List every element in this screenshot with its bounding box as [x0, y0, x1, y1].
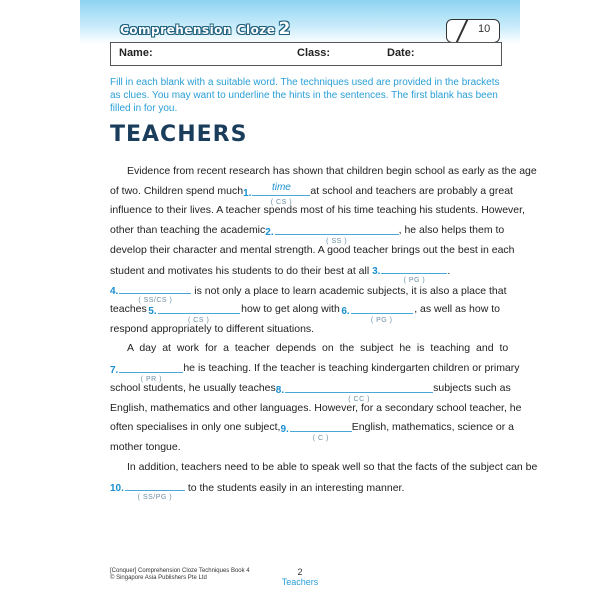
score-total: 10: [478, 23, 491, 35]
blank-number: 9.: [280, 424, 289, 435]
blank-1[interactable]: [243, 182, 310, 206]
blank-clue: ( SS/CS ): [138, 297, 173, 304]
student-info-box: [110, 42, 502, 66]
passage-line: mother tongue.: [110, 441, 181, 453]
footer-topic: Teachers: [281, 577, 319, 587]
passage-text: he is teaching. If the teacher is teaching kindergarten children or primary: [183, 362, 520, 374]
passage-text: often specialises in only one subject,: [110, 421, 281, 433]
blank-clue: ( C ): [312, 435, 329, 442]
blank-clue: ( SS/PG ): [137, 494, 173, 501]
blank-line[interactable]: [285, 382, 433, 403]
blank-4[interactable]: [110, 283, 191, 304]
passage-text: student and motivates his students to do their best at all: [110, 265, 370, 277]
passage-text: teaches: [110, 303, 147, 315]
footer-page-number: 2: [297, 567, 303, 577]
blank-2[interactable]: [265, 224, 398, 245]
passage-text: school students, he usually teaches: [110, 382, 276, 394]
passage-text: is not only a place to learn academic subjects, it is also a place that: [194, 285, 507, 297]
blank-6[interactable]: [341, 303, 412, 324]
blank-number: 3.: [372, 266, 381, 277]
passage-line: Evidence from recent research has shown that children begin school as early as the age: [127, 165, 537, 177]
passage-text: at school and teachers are probably a great: [310, 185, 513, 197]
footer-book-title: [Conquer] Comprehension Cloze Techniques Book 4: [110, 568, 250, 574]
worksheet-page: [80, 0, 538, 600]
passage-text: , as well as how to: [414, 303, 500, 315]
passage-line: [110, 224, 505, 245]
blank-line[interactable]: [290, 421, 352, 442]
passage-text: how to get along with: [241, 303, 340, 315]
blank-10[interactable]: [110, 480, 185, 501]
blank-clue: ( SS ): [326, 238, 348, 245]
blank-clue: ( CS ): [270, 199, 293, 206]
blank-line[interactable]: [381, 263, 447, 284]
blank-line[interactable]: [119, 283, 191, 304]
passage-line: [110, 182, 513, 206]
passage-line: student and motivates his students to do their best at all 3. ( PG ) .: [110, 265, 451, 284]
blank-line[interactable]: [125, 480, 185, 501]
passage-line: [110, 480, 500, 501]
blank-number: 6.: [341, 306, 350, 317]
instructions: Fill in each blank with a suitable word. The techniques used are provided in the brackets as clues. You may want to underline the hints in the sentences. The first blank has been filled in for you.: [110, 77, 500, 114]
blank-clue: ( PR ): [140, 376, 162, 383]
passage-line: [110, 421, 515, 442]
blank-number: 2.: [265, 227, 274, 238]
blank-5[interactable]: [148, 303, 239, 324]
passage-line: [110, 283, 507, 304]
blank-clue: ( CS ): [188, 317, 210, 324]
class-label: Class:: [297, 47, 331, 59]
passage-line: [110, 303, 500, 324]
passage-line: influence to their lives. A teacher spends most of his time teaching his students. However,: [110, 204, 525, 216]
blank-number: 7.: [110, 365, 119, 376]
blank-number: 10.: [110, 483, 124, 494]
footer-copyright: © Singapore Asia Publishers Pte Ltd: [110, 575, 207, 581]
name-label: Name:: [119, 47, 153, 59]
score-box: [446, 19, 500, 43]
date-label: Date:: [387, 47, 415, 59]
passage-text: other than teaching the academic: [110, 224, 266, 236]
blank-clue: ( PG ): [403, 277, 426, 284]
blank-line[interactable]: [351, 303, 413, 324]
passage-line: English, mathematics and other languages. However, for a secondary school teacher, he: [110, 402, 522, 414]
blank-8[interactable]: [275, 382, 433, 403]
passage-text: to the students easily in an interesting manner.: [187, 482, 405, 494]
passage-line: [110, 342, 509, 354]
blank-line[interactable]: [252, 182, 310, 206]
passage-line: [110, 362, 520, 383]
blank-9[interactable]: [280, 421, 351, 442]
blank-number: 5.: [148, 306, 157, 317]
blank-clue: ( CC ): [348, 396, 370, 403]
blank-number: 8.: [275, 385, 285, 396]
passage-text: subjects such as: [433, 382, 511, 394]
passage-line: respond appropriately to different situations.: [110, 323, 315, 335]
blank-number: 1.: [243, 188, 252, 199]
blank-3[interactable]: [372, 263, 447, 284]
title-number: 2: [278, 19, 291, 39]
blank-clue: ( PG ): [370, 317, 393, 324]
passage-line: In addition, teachers need to be able to speak well so that the facts of the subject can be: [127, 461, 538, 473]
worksheet-title: [114, 20, 297, 38]
passage-text: A day at work for a teacher depends on the subject he is teaching and to: [127, 342, 509, 354]
passage-line: [110, 382, 511, 403]
blank-answer: time: [271, 182, 291, 193]
blank-line[interactable]: [119, 362, 183, 383]
blank-line[interactable]: [158, 303, 240, 324]
passage-text: , he also helps them to: [398, 224, 505, 236]
blank-number: 4.: [110, 286, 119, 297]
passage-heading: TEACHERS: [110, 122, 248, 147]
title-text: Comprehension Cloze: [120, 23, 276, 37]
passage-text: English, mathematics, science or a: [351, 421, 515, 433]
passage-line: develop their character and mental strength. A good teacher brings out the best in each: [110, 244, 515, 256]
blank-7[interactable]: [110, 362, 183, 383]
passage-text: of two. Children spend much: [110, 185, 244, 197]
score-slash: [456, 19, 468, 43]
blank-line[interactable]: [275, 224, 399, 245]
